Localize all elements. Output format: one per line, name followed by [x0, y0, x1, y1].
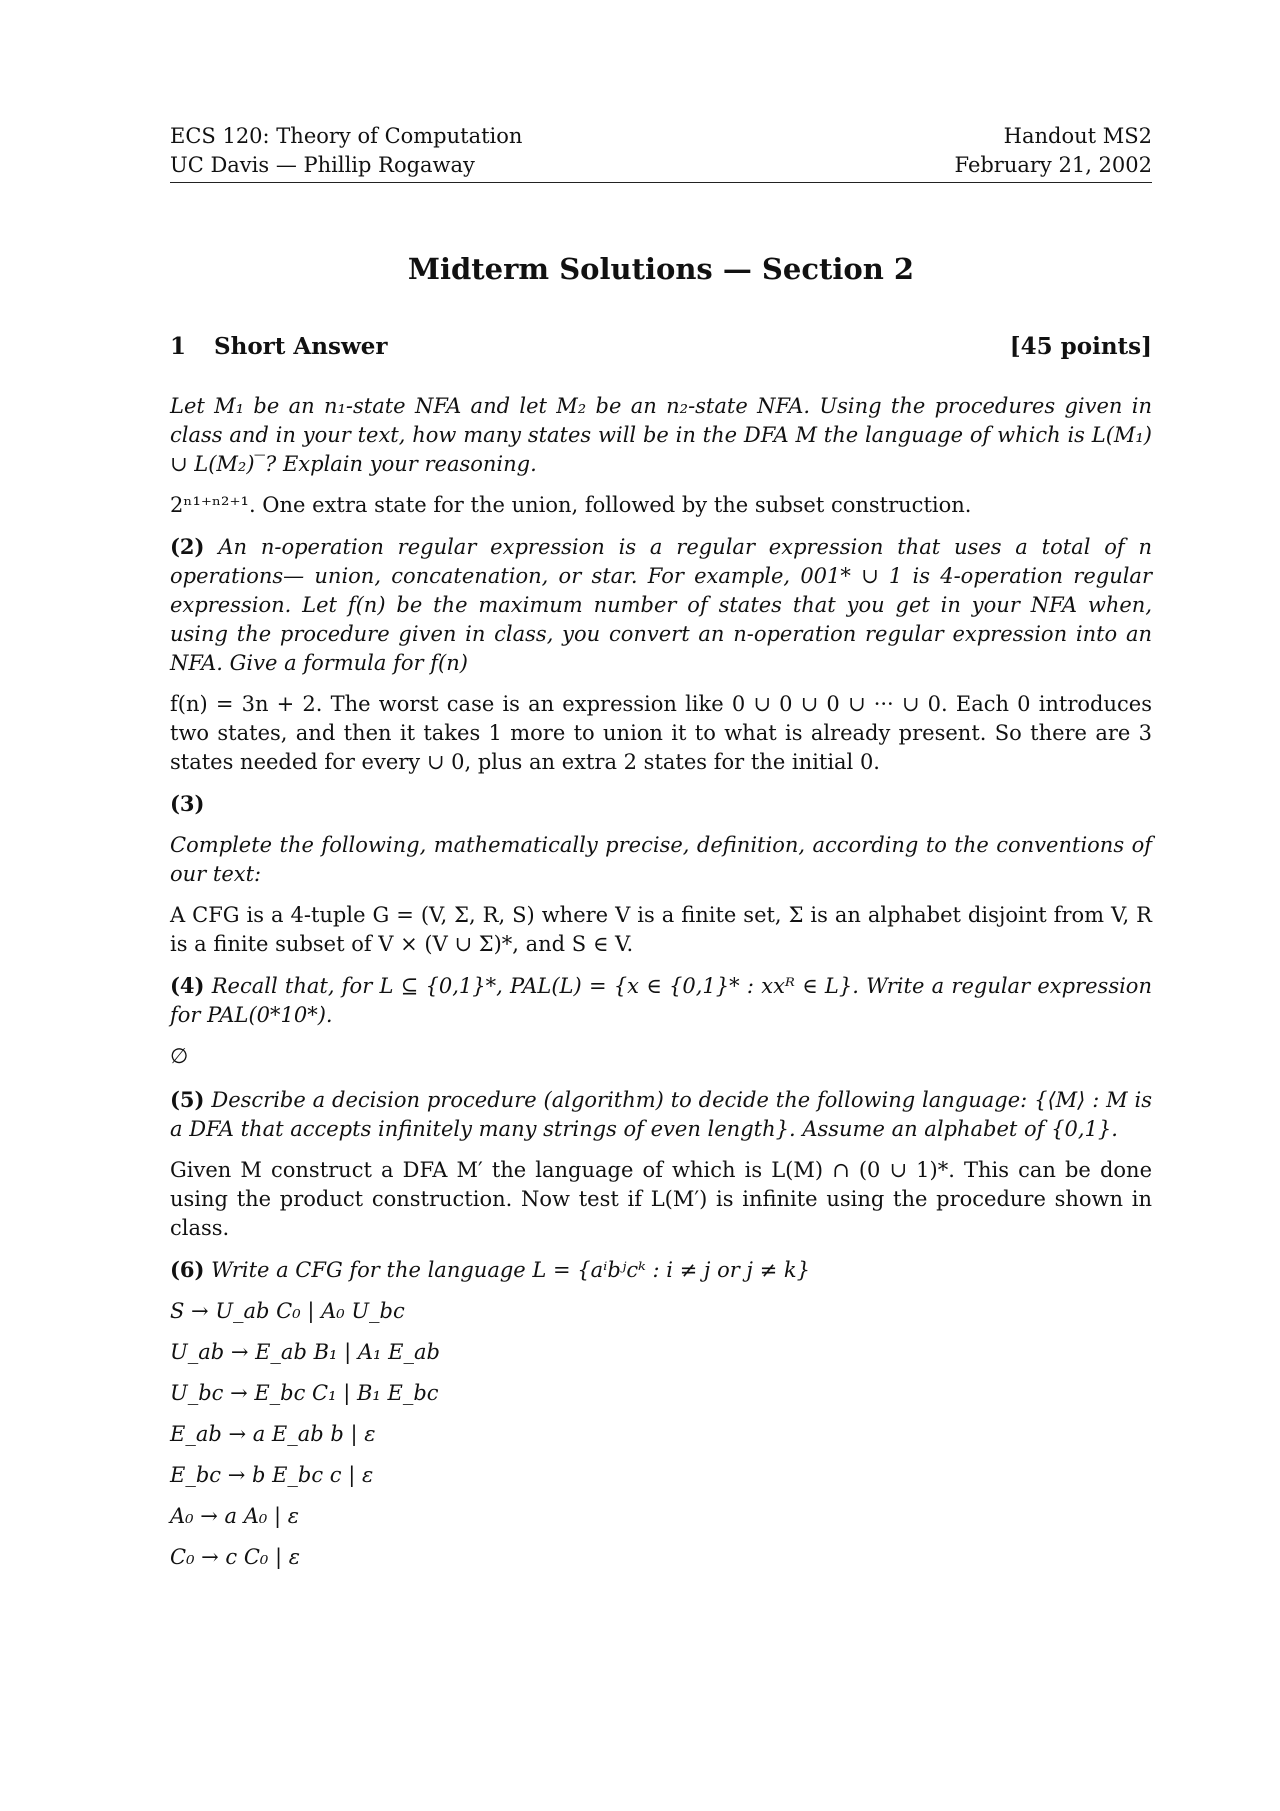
- header-right: [955, 122, 1152, 180]
- handout-date: February 21, 2002: [954, 153, 1152, 177]
- question-1: [170, 392, 1152, 479]
- grammar-rule: U_ab → E_ab B₁ | A₁ E_ab: [170, 1340, 440, 1364]
- question-5-label: (5): [170, 1087, 205, 1112]
- document-title: Midterm Solutions — Section 2: [407, 252, 915, 286]
- question-4: [170, 971, 1152, 1030]
- document-body: [170, 392, 1152, 1584]
- institution-author: UC Davis — Phillip Rogaway: [170, 153, 475, 177]
- handout-id: Handout MS2: [1003, 124, 1152, 148]
- grammar-rules: [170, 1297, 1152, 1572]
- question-5: [170, 1085, 1152, 1144]
- question-2-text: An n-operation regular expression is a regular expression that uses a total of n operations— union, concatenation, or star. For example, 001* ∪ 1 is 4-operation regular expression. Let f(n) be the maximum number of states that you get in your NFA when, using the procedure given in class, you convert an n-operation regular expression into an NFA. Give a formula for f(n): [170, 535, 1152, 675]
- answer-2: f(n) = 3n + 2. The worst case is an expression like 0 ∪ 0 ∪ 0 ∪ ··· ∪ 0. Each 0 introduces two states, and then it takes 1 more to union it to what is already present. So there are 3 states needed for every ∪ 0, plus an extra 2 states for the initial 0.: [170, 692, 1152, 774]
- question-6: [170, 1255, 1152, 1285]
- section-number: 1: [170, 333, 187, 360]
- header-rule: [170, 182, 1152, 183]
- question-2-label: (2): [170, 534, 205, 559]
- grammar-rule: E_ab → a E_ab b | ε: [170, 1422, 376, 1446]
- section-name: Short Answer: [214, 333, 388, 360]
- question-4-label: (4): [170, 973, 205, 998]
- question-5-text: Describe a decision procedure (algorithm) to decide the following language: {⟨M⟩ : M is a DFA that accepts infinitely many strings of even length}. Assume an alphabet of {0,1}.: [170, 1088, 1152, 1141]
- question-3-label-line: [170, 789, 1152, 819]
- section-points: [45 points]: [1009, 333, 1152, 360]
- answer-4: ∅: [170, 1044, 189, 1068]
- question-4-text: Recall that, for L ⊆ {0,1}*, PAL(L) = {x ∈ {0,1}* : xxᴿ ∈ L}. Write a regular expression for PAL(0*10*).: [170, 974, 1152, 1027]
- answer-3: A CFG is a 4-tuple G = (V, Σ, R, S) where V is a finite set, Σ is an alphabet disjoint from V, R is a finite subset of V × (V ∪ Σ)*, and S ∈ V.: [170, 903, 1152, 956]
- grammar-rule: U_bc → E_bc C₁ | B₁ E_bc: [170, 1381, 439, 1405]
- question-3-label: (3): [170, 791, 205, 816]
- grammar-rule: E_bc → b E_bc c | ε: [170, 1463, 374, 1487]
- question-3: Complete the following, mathematically precise, definition, according to the conventions of our text:: [170, 833, 1152, 886]
- grammar-rule: A₀ → a A₀ | ε: [170, 1504, 300, 1528]
- answer-5: Given M construct a DFA M′ the language of which is L(M) ∩ (0 ∪ 1)*. This can be done using the product construction. Now test if L(M′) is infinite using the procedure shown in class.: [170, 1158, 1152, 1240]
- grammar-rule: S → U_ab C₀ | A₀ U_bc: [170, 1299, 405, 1323]
- grammar-rule: C₀ → c C₀ | ε: [170, 1545, 301, 1569]
- course-name: ECS 120: Theory of Computation: [170, 124, 523, 148]
- question-6-text: Write a CFG for the language L = {aⁱbʲcᵏ : i ≠ j or j ≠ k}: [211, 1258, 810, 1282]
- header-left: [170, 122, 522, 180]
- answer-1: 2ⁿ¹⁺ⁿ²⁺¹. One extra state for the union, followed by the subset construction.: [170, 493, 972, 517]
- question-6-label: (6): [170, 1257, 205, 1282]
- question-2: [170, 532, 1152, 678]
- question-1-text: Let M₁ be an n₁-state NFA and let M₂ be an n₂-state NFA. Using the procedures given in class and in your text, how many states will be in the DFA M the language of which is L(M₁) ∪ L(M₂)‾? Explain your reasoning.: [170, 394, 1152, 476]
